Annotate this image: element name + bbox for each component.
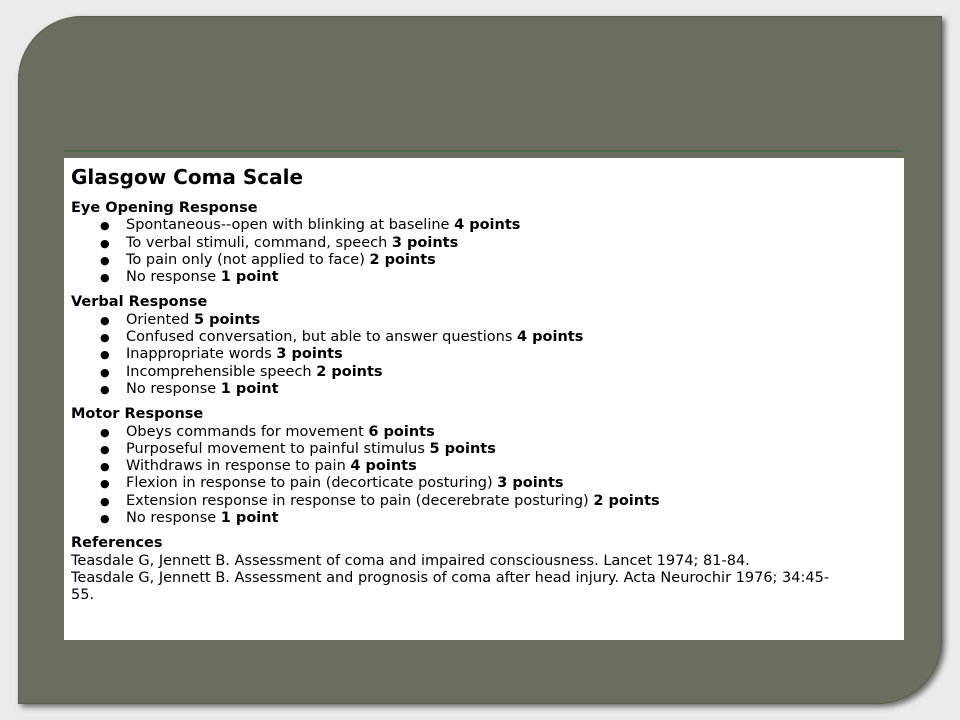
item-points: 1 point — [220, 380, 279, 397]
bullet-icon: ● — [100, 494, 110, 508]
item-text: Extension response in response to pain (decerebrate posturing) — [126, 492, 594, 509]
section-heading: Motor Response — [71, 406, 204, 423]
item-text: Purposeful movement to painful stimulus — [126, 440, 430, 457]
list-item — [71, 329, 904, 346]
references-heading: References — [71, 535, 163, 552]
page-title: Glasgow Coma Scale — [71, 165, 304, 189]
bullet-icon: ● — [100, 236, 110, 250]
divider-line — [64, 150, 902, 152]
item-points: 3 points — [497, 475, 564, 492]
bullet-icon: ● — [100, 348, 110, 362]
list-item — [71, 510, 904, 527]
list-item — [71, 441, 904, 458]
item-points: 6 points — [368, 423, 435, 440]
section-motor — [71, 406, 904, 527]
section-verbal — [71, 294, 904, 398]
list-item — [71, 269, 904, 286]
item-text: To pain only (not applied to face) — [126, 251, 370, 268]
list-item — [71, 458, 904, 475]
item-points: 5 points — [193, 311, 261, 328]
item-points: 4 points — [350, 458, 417, 475]
references-section — [71, 535, 904, 604]
bullet-icon: ● — [100, 313, 110, 327]
bullet-icon: ● — [100, 365, 110, 379]
bullet-icon: ● — [100, 460, 110, 474]
list-item — [71, 475, 904, 492]
item-points: 2 points — [593, 492, 660, 509]
section-heading: Eye Opening Response — [71, 200, 258, 216]
item-text: Withdraws in response to pain — [126, 458, 351, 475]
item-text: Inappropriate words — [126, 346, 277, 363]
list-item — [71, 346, 904, 363]
bullet-icon: ● — [100, 425, 110, 439]
list-item — [71, 424, 904, 441]
list-item — [71, 381, 904, 398]
item-text: Spontaneous--open with blinking at baseline — [126, 217, 455, 234]
item-text: Incomprehensible speech — [126, 363, 317, 380]
list-item — [71, 252, 904, 269]
criteria-list — [71, 312, 904, 398]
criteria-list — [71, 217, 904, 286]
bullet-icon: ● — [100, 253, 110, 267]
item-text: No response — [126, 380, 221, 397]
item-text: No response — [126, 510, 221, 527]
list-item — [71, 312, 904, 329]
item-text: Confused conversation, but able to answer questions — [126, 329, 517, 346]
item-points: 2 points — [316, 363, 383, 380]
list-item — [71, 235, 904, 252]
document-image — [64, 158, 904, 640]
bullet-icon: ● — [100, 271, 110, 285]
reference-line: Teasdale G, Jennett B. Assessment and prognosis of coma after head injury. Acta Neurochir 1976; 34:45- — [71, 569, 830, 586]
list-item — [71, 217, 904, 234]
item-text: Flexion in response to pain (decorticate posturing) — [126, 475, 498, 492]
section-eye-opening — [71, 200, 904, 286]
reference-line: Teasdale G, Jennett B. Assessment of coma and impaired consciousness. Lancet 1974; 81-84. — [71, 552, 750, 569]
reference-line: 55. — [71, 587, 95, 604]
list-item — [71, 493, 904, 510]
item-points: 5 points — [429, 440, 496, 457]
bullet-icon: ● — [100, 219, 110, 233]
item-points: 1 point — [220, 510, 279, 527]
bullet-icon: ● — [100, 477, 110, 491]
list-item — [71, 364, 904, 381]
item-points: 4 points — [517, 329, 584, 346]
bullet-icon: ● — [100, 512, 110, 526]
bullet-icon: ● — [100, 382, 110, 396]
item-points: 3 points — [276, 346, 343, 363]
section-heading: Verbal Response — [71, 294, 208, 311]
criteria-list — [71, 424, 904, 528]
item-points: 4 points — [454, 217, 521, 234]
bullet-icon: ● — [100, 331, 110, 345]
item-points: 2 points — [369, 251, 436, 268]
item-text: To verbal stimuli, command, speech — [126, 234, 392, 251]
item-points: 3 points — [391, 234, 459, 251]
bullet-icon: ● — [100, 442, 110, 456]
item-text: No response — [126, 269, 221, 286]
item-text: Obeys commands for movement — [126, 423, 369, 440]
item-text: Oriented — [126, 311, 194, 328]
item-points: 1 point — [220, 269, 279, 286]
